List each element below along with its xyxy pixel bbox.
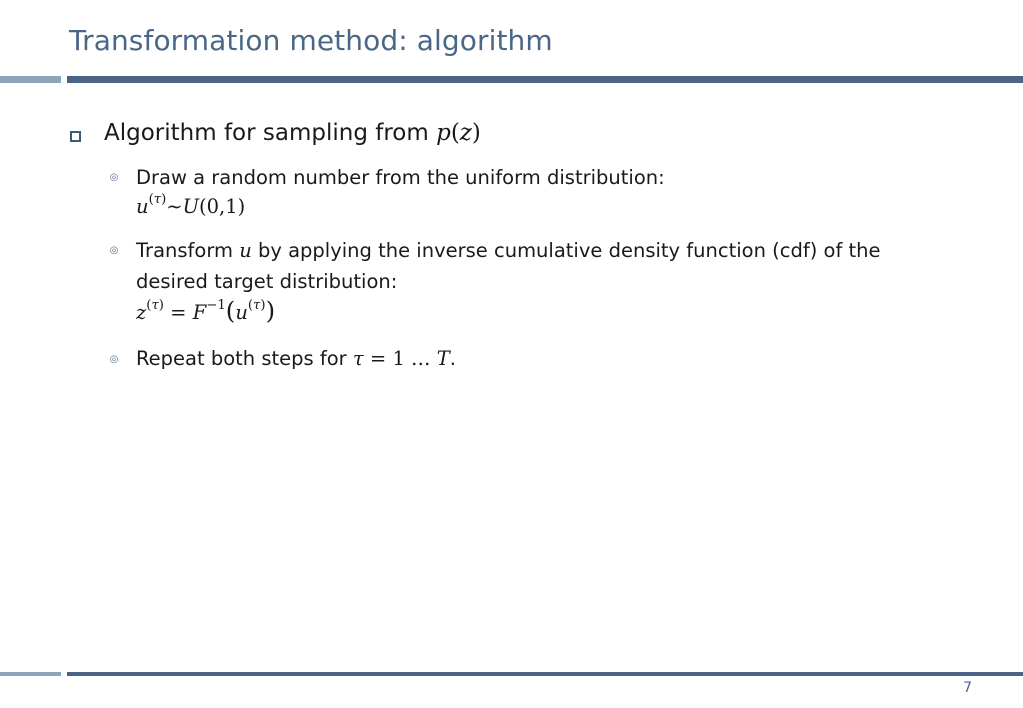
level1-math: p: [436, 120, 451, 146]
bottom-rule-left: [0, 672, 61, 676]
list-item-2-text-before: Transform: [136, 239, 240, 262]
sub-bullet-3-icon: ◎: [109, 354, 119, 365]
list-item-2-math-inline: u: [239, 239, 252, 262]
list-item-1: [136, 162, 665, 222]
level1-text: Algorithm for sampling from: [104, 120, 437, 146]
list-item-2-text-after: by applying the inverse cumulative density function (cdf) of the: [251, 239, 881, 262]
level1-item: [104, 120, 481, 146]
top-rule-left: [0, 76, 61, 83]
list-item-3: [136, 343, 456, 374]
list-item-2-text-line2: desired target distribution:: [136, 270, 398, 293]
list-item-2: [136, 235, 881, 328]
level1-bullet-icon: [70, 131, 81, 142]
sub-bullet-2-icon: ◎: [109, 245, 119, 256]
list-item-3-text-after: .: [449, 347, 456, 370]
slide-title: Transformation method: algorithm: [69, 24, 553, 57]
level1-math-var: z: [459, 120, 472, 146]
sub-bullet-1-icon: ◎: [109, 172, 119, 183]
bottom-rule-right: [67, 672, 1023, 676]
top-rule-right: [67, 76, 1023, 83]
list-item-3-math: τ = 1 … T: [352, 347, 450, 370]
list-item-3-text-before: Repeat both steps for: [136, 347, 353, 370]
list-item-2-math: $z^{(\tau)} = F^{-1}(u^{(\tau)})$: [136, 296, 276, 325]
list-item-1-math: $u^{(\tau)}\sim U(0,1)$: [136, 191, 246, 218]
list-item-1-text: Draw a random number from the uniform distribution:: [136, 166, 665, 189]
level1-math-paren-open: (: [450, 120, 460, 146]
page-number: 7: [963, 680, 972, 696]
level1-math-paren-close: ): [471, 120, 481, 146]
